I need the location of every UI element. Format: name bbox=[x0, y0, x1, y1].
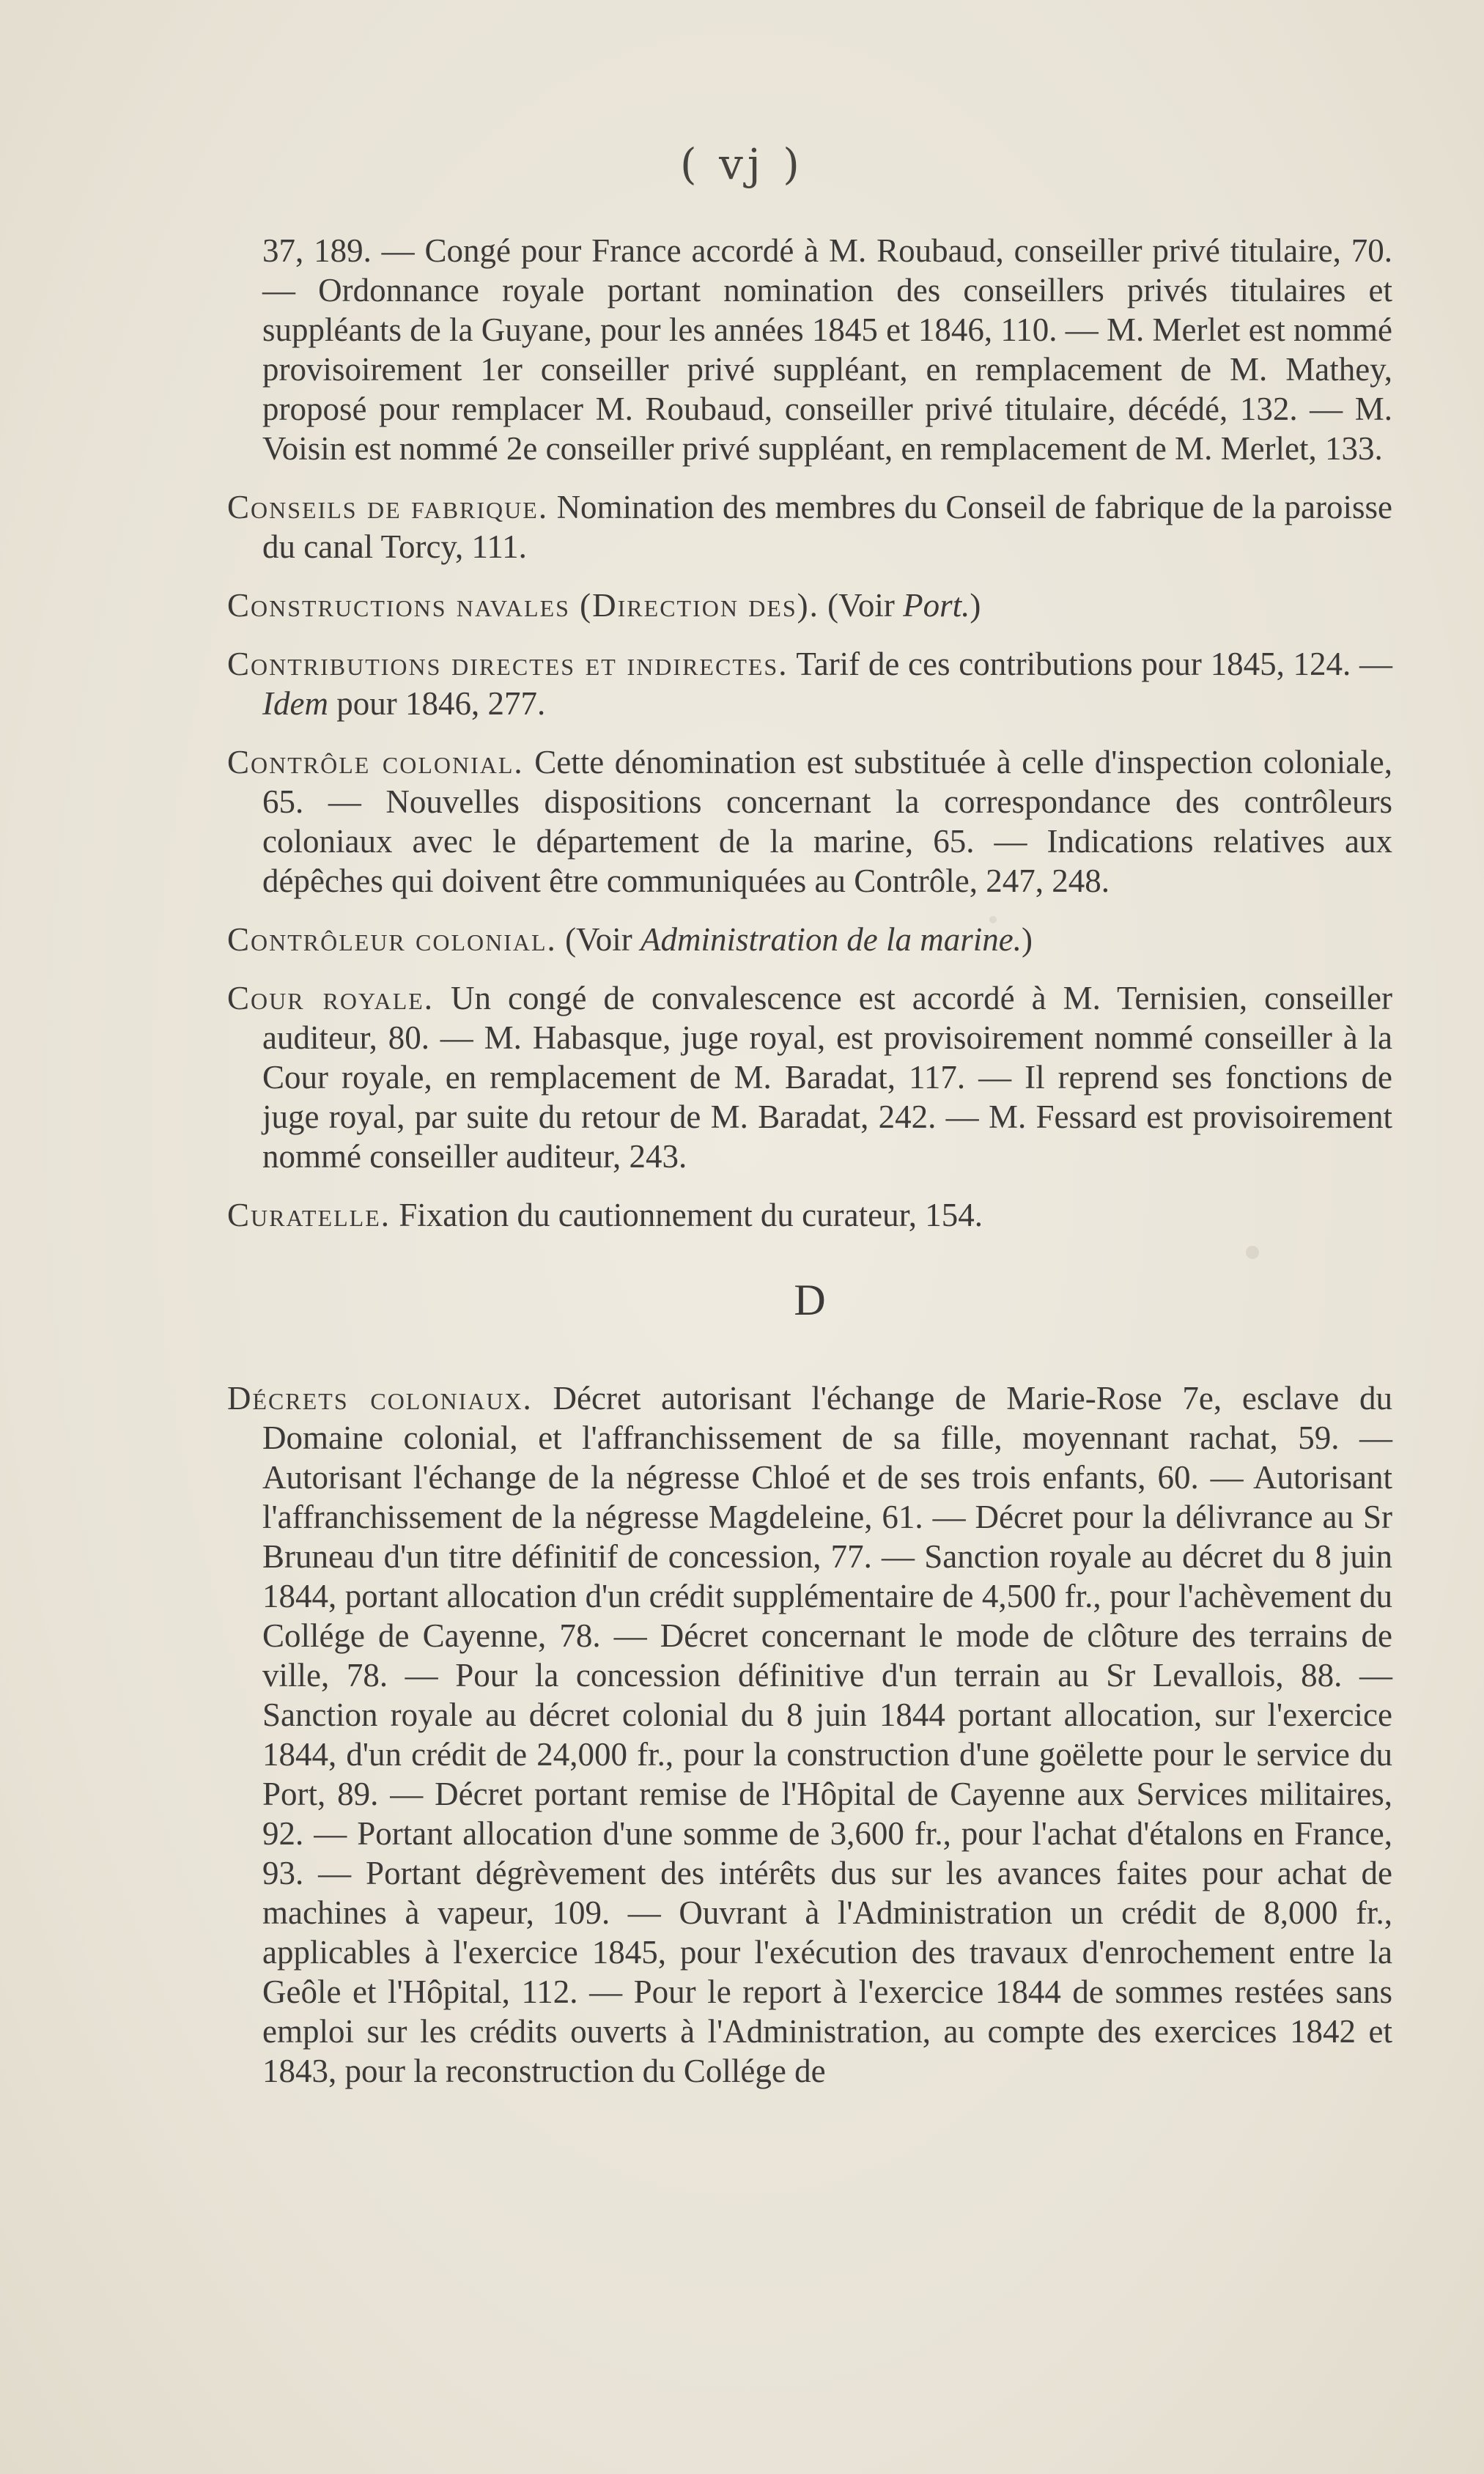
index-entry bbox=[227, 487, 1392, 566]
index-entry bbox=[227, 742, 1392, 901]
entry-tail: ) bbox=[970, 587, 981, 624]
entry-heading: Contributions directes et indirectes. bbox=[227, 646, 789, 682]
page-number: ( vj ) bbox=[680, 139, 804, 189]
section-letter: D bbox=[794, 1276, 826, 1324]
entry-heading: Décrets coloniaux. bbox=[227, 1380, 533, 1417]
entry-heading: Cour royale. bbox=[227, 980, 435, 1016]
index-entry bbox=[227, 586, 1392, 625]
entry-text: Décret autorisant l'échange de Marie-Rose 7e, esclave du Domaine colonial, et l'affranchissement de sa fille, moyennant rachat, 59. — Autorisant l'échange de la négresse Chloé et de ses trois enfants, 60. — Autorisant l'affranchissement de la négresse Magdeleine, 61. — Décret pour la délivrance au Sr Bruneau d'un titre définitif de concession, 77. — Sanction royale au décret du 8 juin 1844, portant allocation d'un crédit supplémentaire de 4,500 fr., pour l'achèvement du Collége de Cayenne, 78. — Décret concernant le mode de clôture des terrains de ville, 78. — Pour la concession définitive d'un terrain au Sr Levallois, 88. — Sanction royale au décret colonial du 8 juin 1844 portant allocation, sur l'exercice 1844, d'un crédit de 24,000 fr., pour la construction d'une goëlette pour le service du Port, 89. — Décret portant remise de l'Hôpital de Cayenne aux Services militaires, 92. — Portant allocation d'une somme de 3,600 fr., pour l'achat d'étalons en France, 93. — Portant dégrèvement des intérêts dus sur les avances faites pour achat de machines à vapeur, 109. — Ouvrant à l'Administration un crédit de 8,000 fr., applicables à l'exercice 1845, pour l'exécution des travaux d'enrochement entre la Geôle et l'Hôpital, 112. — Pour le report à l'exercice 1844 de sommes restées sans emploi sur les crédits ouverts à l'Administration, au compte des exercices 1842 et 1843, pour la reconstruction du Collége de bbox=[262, 1380, 1393, 2089]
entry-reference: Administration de la marine. bbox=[640, 921, 1022, 958]
entry-heading: Curatelle. bbox=[227, 1197, 391, 1233]
entry-heading: Conseils de fabrique. bbox=[227, 489, 549, 525]
index-entry bbox=[227, 1378, 1392, 2091]
entry-text: (Voir bbox=[565, 921, 641, 958]
entry-reference: Idem bbox=[262, 685, 328, 722]
entry-heading: Constructions navales (Direction des). bbox=[227, 587, 819, 624]
entry-text: Nomination des membres du Conseil de fabrique de la paroisse du canal Torcy, 111. bbox=[262, 489, 1393, 565]
entry-tail: pour 1846, 277. bbox=[336, 685, 546, 722]
entry-heading: Contrôleur colonial. bbox=[227, 921, 557, 958]
index-entry bbox=[227, 644, 1392, 723]
entry-text: Cette dénomination est substituée à celle d'inspection coloniale, 65. — Nouvelles dispositions concernant la correspondance des contrôleurs coloniaux avec le département de la marine, 65. — Indications relatives aux dépêches qui doivent être communiquées au Contrôle, 247, 248. bbox=[262, 744, 1393, 899]
index-entry bbox=[227, 1195, 1392, 1235]
entry-text: Tarif de ces contributions pour 1845, 124. — bbox=[796, 646, 1393, 682]
index-entry bbox=[227, 978, 1392, 1176]
entry-text: (Voir bbox=[827, 587, 904, 624]
entry-tail: ) bbox=[1021, 921, 1033, 958]
index-content bbox=[227, 198, 1392, 2110]
entry-text: Un congé de convalescence est accordé à M. Ternisien, conseiller auditeur, 80. — M. Habasque, juge royal, est provisoirement nommé conseiller à la Cour royale, en remplacement de M. Baradat, 117. — Il reprend ses fonctions de juge royal, par suite du retour de M. Baradat, 242. — M. Fessard est provisoirement nommé conseiller auditeur, 243. bbox=[262, 980, 1392, 1175]
entry-text: 37, 189. — Congé pour France accordé à M. Roubaud, conseiller privé titulaire, 70. — Ordonnance royale portant nomination des conseillers privés titulaires et suppléants de la Guyane, pour les années 1845 et 1846, 110. — M. Merlet est nommé provisoirement 1er conseiller privé suppléant, en remplacement de M. Mathey, proposé pour remplacer M. Roubaud, conseiller privé titulaire, décédé, 132. — M. Voisin est nommé 2e conseiller privé suppléant, en remplacement de M. Merlet, 133. bbox=[262, 232, 1392, 467]
entry-reference: Port. bbox=[903, 587, 970, 624]
index-entry-continuation bbox=[227, 231, 1392, 468]
index-entry bbox=[227, 920, 1392, 959]
entry-heading: Contrôle colonial. bbox=[227, 744, 524, 780]
entry-text: Fixation du cautionnement du curateur, 154. bbox=[399, 1197, 983, 1233]
